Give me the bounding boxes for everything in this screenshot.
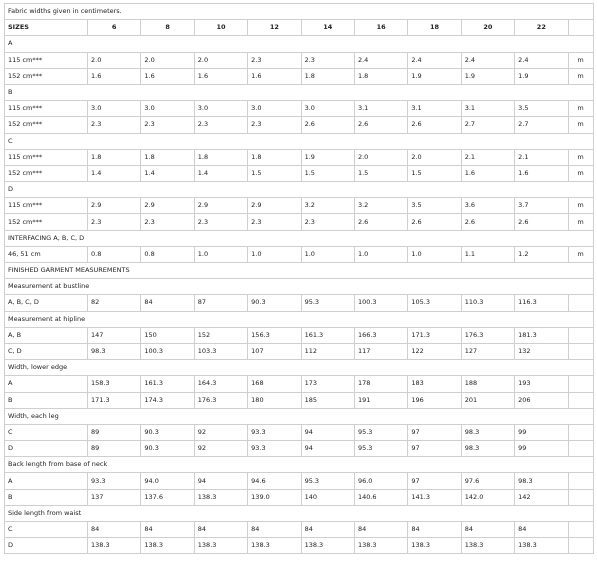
- value-cell: 1.4: [194, 165, 247, 181]
- value-cell: 2.3: [141, 117, 194, 133]
- size-header-cell: 14: [301, 20, 354, 36]
- value-cell: 97: [408, 441, 461, 457]
- value-cell: 1.8: [194, 149, 247, 165]
- value-cell: 3.5: [515, 101, 568, 117]
- value-cell: 196: [408, 392, 461, 408]
- unit-cell: m: [568, 214, 593, 230]
- value-cell: 161.3: [301, 327, 354, 343]
- value-cell: 2.4: [354, 52, 407, 68]
- table-row: [5, 441, 594, 457]
- value-cell: 150: [141, 327, 194, 343]
- value-cell: 2.6: [461, 214, 514, 230]
- row-label: 152 cm***: [5, 214, 88, 230]
- table-row: [5, 165, 594, 181]
- value-cell: 0.8: [88, 246, 141, 262]
- value-cell: 142: [515, 489, 568, 505]
- value-cell: 1.0: [354, 246, 407, 262]
- value-cell: 137: [88, 489, 141, 505]
- value-cell: 3.2: [354, 198, 407, 214]
- value-cell: 2.6: [408, 214, 461, 230]
- value-cell: 2.0: [194, 52, 247, 68]
- unit-cell: [568, 392, 593, 408]
- table-row: [5, 101, 594, 117]
- value-cell: 156.3: [248, 327, 301, 343]
- value-cell: 138.3: [354, 538, 407, 554]
- row-label: B: [5, 489, 88, 505]
- row-label: 46, 51 cm: [5, 246, 88, 262]
- table-row: [5, 246, 594, 262]
- value-cell: 84: [461, 522, 514, 538]
- value-cell: 139.0: [248, 489, 301, 505]
- unit-cell: m: [568, 246, 593, 262]
- value-cell: 171.3: [88, 392, 141, 408]
- value-cell: 84: [141, 522, 194, 538]
- value-cell: 3.0: [88, 101, 141, 117]
- value-cell: 3.0: [248, 101, 301, 117]
- table-row: [5, 522, 594, 538]
- section-row: [5, 263, 594, 279]
- value-cell: 2.9: [141, 198, 194, 214]
- section-label: Back length from base of neck: [5, 457, 594, 473]
- header-row: [5, 20, 594, 36]
- value-cell: 138.3: [194, 538, 247, 554]
- size-header-cell: 22: [515, 20, 568, 36]
- value-cell: 94: [194, 473, 247, 489]
- value-cell: 3.0: [194, 101, 247, 117]
- unit-cell: m: [568, 117, 593, 133]
- value-cell: 2.3: [194, 214, 247, 230]
- value-cell: 110.3: [461, 295, 514, 311]
- table-row: [5, 343, 594, 359]
- value-cell: 98.3: [88, 343, 141, 359]
- value-cell: 138.3: [141, 538, 194, 554]
- unit-header-cell: [568, 20, 593, 36]
- value-cell: 107: [248, 343, 301, 359]
- value-cell: 93.3: [248, 424, 301, 440]
- value-cell: 3.2: [301, 198, 354, 214]
- value-cell: 2.9: [194, 198, 247, 214]
- value-cell: 142.0: [461, 489, 514, 505]
- value-cell: 173: [301, 376, 354, 392]
- value-cell: 1.6: [194, 68, 247, 84]
- section-label: D: [5, 182, 594, 198]
- section-row: [5, 311, 594, 327]
- value-cell: 1.5: [408, 165, 461, 181]
- table-row: [5, 327, 594, 343]
- row-label: A: [5, 473, 88, 489]
- sizes-header: SIZES: [5, 20, 88, 36]
- value-cell: 140.6: [354, 489, 407, 505]
- value-cell: 138.3: [515, 538, 568, 554]
- value-cell: 2.3: [248, 117, 301, 133]
- value-cell: 100.3: [354, 295, 407, 311]
- unit-cell: [568, 295, 593, 311]
- value-cell: 84: [141, 295, 194, 311]
- value-cell: 84: [88, 522, 141, 538]
- value-cell: 1.9: [408, 68, 461, 84]
- row-label: C: [5, 522, 88, 538]
- value-cell: 138.3: [461, 538, 514, 554]
- value-cell: 1.0: [301, 246, 354, 262]
- value-cell: 97: [408, 473, 461, 489]
- value-cell: 2.1: [515, 149, 568, 165]
- value-cell: 93.3: [88, 473, 141, 489]
- section-row: [5, 279, 594, 295]
- section-label: Measurement at bustline: [5, 279, 594, 295]
- value-cell: 201: [461, 392, 514, 408]
- value-cell: 1.0: [194, 246, 247, 262]
- table-body: [5, 4, 594, 554]
- value-cell: 141.3: [408, 489, 461, 505]
- value-cell: 2.1: [461, 149, 514, 165]
- unit-cell: [568, 441, 593, 457]
- value-cell: 206: [515, 392, 568, 408]
- value-cell: 2.6: [515, 214, 568, 230]
- fabric-width-note: Fabric widths given in centimeters.: [5, 4, 594, 20]
- unit-cell: m: [568, 198, 593, 214]
- size-header-cell: 18: [408, 20, 461, 36]
- value-cell: 2.0: [354, 149, 407, 165]
- value-cell: 1.5: [301, 165, 354, 181]
- row-label: A: [5, 376, 88, 392]
- value-cell: 178: [354, 376, 407, 392]
- value-cell: 82: [88, 295, 141, 311]
- value-cell: 1.1: [461, 246, 514, 262]
- value-cell: 2.4: [515, 52, 568, 68]
- value-cell: 97: [408, 424, 461, 440]
- value-cell: 1.4: [141, 165, 194, 181]
- row-label: 152 cm***: [5, 68, 88, 84]
- value-cell: 94: [301, 424, 354, 440]
- value-cell: 2.4: [461, 52, 514, 68]
- section-label: Width, each leg: [5, 408, 594, 424]
- value-cell: 95.3: [301, 295, 354, 311]
- value-cell: 122: [408, 343, 461, 359]
- value-cell: 1.8: [301, 68, 354, 84]
- value-cell: 84: [194, 522, 247, 538]
- table-row: [5, 392, 594, 408]
- value-cell: 2.3: [248, 52, 301, 68]
- value-cell: 2.3: [301, 214, 354, 230]
- row-label: D: [5, 441, 88, 457]
- table-row: [5, 538, 594, 554]
- value-cell: 174.3: [141, 392, 194, 408]
- value-cell: 94.0: [141, 473, 194, 489]
- section-row: [5, 84, 594, 100]
- row-label: A, B: [5, 327, 88, 343]
- unit-cell: m: [568, 149, 593, 165]
- value-cell: 181.3: [515, 327, 568, 343]
- value-cell: 95.3: [354, 424, 407, 440]
- value-cell: 117: [354, 343, 407, 359]
- value-cell: 1.9: [515, 68, 568, 84]
- value-cell: 176.3: [461, 327, 514, 343]
- value-cell: 1.8: [141, 149, 194, 165]
- value-cell: 93.3: [248, 441, 301, 457]
- value-cell: 112: [301, 343, 354, 359]
- value-cell: 1.9: [461, 68, 514, 84]
- section-row: [5, 230, 594, 246]
- value-cell: 152: [194, 327, 247, 343]
- size-header-cell: 16: [354, 20, 407, 36]
- unit-cell: [568, 538, 593, 554]
- row-label: C, D: [5, 343, 88, 359]
- value-cell: 84: [301, 522, 354, 538]
- section-row: [5, 133, 594, 149]
- value-cell: 138.3: [88, 538, 141, 554]
- value-cell: 1.0: [408, 246, 461, 262]
- row-label: C: [5, 424, 88, 440]
- value-cell: 84: [408, 522, 461, 538]
- row-label: 115 cm***: [5, 101, 88, 117]
- value-cell: 2.9: [88, 198, 141, 214]
- section-label: FINISHED GARMENT MEASUREMENTS: [5, 263, 594, 279]
- value-cell: 2.3: [194, 117, 247, 133]
- value-cell: 1.5: [248, 165, 301, 181]
- value-cell: 95.3: [354, 441, 407, 457]
- value-cell: 180: [248, 392, 301, 408]
- value-cell: 176.3: [194, 392, 247, 408]
- table-row: [5, 198, 594, 214]
- unit-cell: [568, 343, 593, 359]
- value-cell: 1.6: [248, 68, 301, 84]
- value-cell: 2.7: [515, 117, 568, 133]
- value-cell: 2.6: [301, 117, 354, 133]
- table-row: [5, 117, 594, 133]
- value-cell: 2.0: [141, 52, 194, 68]
- value-cell: 84: [354, 522, 407, 538]
- table-row: [5, 149, 594, 165]
- value-cell: 132: [515, 343, 568, 359]
- value-cell: 1.8: [248, 149, 301, 165]
- size-header-cell: 20: [461, 20, 514, 36]
- table-row: [5, 52, 594, 68]
- value-cell: 164.3: [194, 376, 247, 392]
- value-cell: 94: [301, 441, 354, 457]
- section-label: B: [5, 84, 594, 100]
- value-cell: 166.3: [354, 327, 407, 343]
- value-cell: 138.3: [408, 538, 461, 554]
- value-cell: 94.6: [248, 473, 301, 489]
- value-cell: 2.6: [354, 214, 407, 230]
- section-label: Side length from waist: [5, 505, 594, 521]
- value-cell: 3.1: [408, 101, 461, 117]
- section-label: INTERFACING A, B, C, D: [5, 230, 594, 246]
- value-cell: 2.3: [248, 214, 301, 230]
- value-cell: 90.3: [141, 441, 194, 457]
- value-cell: 97.6: [461, 473, 514, 489]
- table-row: [5, 68, 594, 84]
- value-cell: 3.1: [354, 101, 407, 117]
- value-cell: 98.3: [461, 424, 514, 440]
- value-cell: 147: [88, 327, 141, 343]
- row-label: A, B, C, D: [5, 295, 88, 311]
- value-cell: 3.0: [141, 101, 194, 117]
- value-cell: 1.8: [354, 68, 407, 84]
- value-cell: 3.7: [515, 198, 568, 214]
- value-cell: 171.3: [408, 327, 461, 343]
- unit-cell: [568, 489, 593, 505]
- value-cell: 127: [461, 343, 514, 359]
- row-label: 152 cm***: [5, 165, 88, 181]
- value-cell: 1.2: [515, 246, 568, 262]
- section-row: [5, 457, 594, 473]
- value-cell: 1.0: [248, 246, 301, 262]
- yardage-chart: [4, 3, 597, 554]
- table-row: [5, 489, 594, 505]
- value-cell: 2.3: [88, 117, 141, 133]
- section-row: [5, 408, 594, 424]
- value-cell: 87: [194, 295, 247, 311]
- value-cell: 137.6: [141, 489, 194, 505]
- row-label: D: [5, 538, 88, 554]
- unit-cell: [568, 376, 593, 392]
- value-cell: 1.6: [515, 165, 568, 181]
- value-cell: 100.3: [141, 343, 194, 359]
- size-header-cell: 8: [141, 20, 194, 36]
- value-cell: 1.4: [88, 165, 141, 181]
- unit-cell: m: [568, 101, 593, 117]
- value-cell: 140: [301, 489, 354, 505]
- row-label: B: [5, 392, 88, 408]
- value-cell: 2.3: [88, 214, 141, 230]
- value-cell: 1.8: [88, 149, 141, 165]
- table-row: [5, 295, 594, 311]
- row-label: 115 cm***: [5, 198, 88, 214]
- value-cell: 2.9: [248, 198, 301, 214]
- value-cell: 188: [461, 376, 514, 392]
- size-table: [4, 3, 594, 554]
- value-cell: 138.3: [194, 489, 247, 505]
- value-cell: 2.3: [141, 214, 194, 230]
- value-cell: 99: [515, 424, 568, 440]
- section-row: [5, 182, 594, 198]
- value-cell: 1.5: [354, 165, 407, 181]
- section-label: Measurement at hipline: [5, 311, 594, 327]
- section-label: A: [5, 36, 594, 52]
- size-header-cell: 6: [88, 20, 141, 36]
- value-cell: 3.0: [301, 101, 354, 117]
- value-cell: 138.3: [301, 538, 354, 554]
- section-label: Width, lower edge: [5, 360, 594, 376]
- value-cell: 105.3: [408, 295, 461, 311]
- value-cell: 3.6: [461, 198, 514, 214]
- value-cell: 183: [408, 376, 461, 392]
- row-label: 115 cm***: [5, 52, 88, 68]
- value-cell: 2.0: [88, 52, 141, 68]
- note-row: [5, 4, 594, 20]
- value-cell: 1.6: [88, 68, 141, 84]
- value-cell: 2.4: [408, 52, 461, 68]
- value-cell: 90.3: [141, 424, 194, 440]
- value-cell: 2.6: [408, 117, 461, 133]
- value-cell: 1.6: [461, 165, 514, 181]
- value-cell: 3.1: [461, 101, 514, 117]
- value-cell: 84: [515, 522, 568, 538]
- table-row: [5, 376, 594, 392]
- table-row: [5, 214, 594, 230]
- value-cell: 98.3: [461, 441, 514, 457]
- value-cell: 2.6: [354, 117, 407, 133]
- unit-cell: [568, 473, 593, 489]
- unit-cell: [568, 522, 593, 538]
- value-cell: 89: [88, 424, 141, 440]
- value-cell: 3.5: [408, 198, 461, 214]
- value-cell: 1.9: [301, 149, 354, 165]
- value-cell: 2.7: [461, 117, 514, 133]
- value-cell: 95.3: [301, 473, 354, 489]
- value-cell: 158.3: [88, 376, 141, 392]
- unit-cell: [568, 327, 593, 343]
- value-cell: 2.3: [301, 52, 354, 68]
- section-row: [5, 505, 594, 521]
- unit-cell: [568, 424, 593, 440]
- value-cell: 99: [515, 441, 568, 457]
- unit-cell: m: [568, 165, 593, 181]
- value-cell: 1.6: [141, 68, 194, 84]
- row-label: 152 cm***: [5, 117, 88, 133]
- unit-cell: m: [568, 68, 593, 84]
- value-cell: 191: [354, 392, 407, 408]
- value-cell: 168: [248, 376, 301, 392]
- value-cell: 161.3: [141, 376, 194, 392]
- size-header-cell: 10: [194, 20, 247, 36]
- value-cell: 103.3: [194, 343, 247, 359]
- size-header-cell: 12: [248, 20, 301, 36]
- value-cell: 193: [515, 376, 568, 392]
- value-cell: 96.0: [354, 473, 407, 489]
- value-cell: 84: [248, 522, 301, 538]
- value-cell: 138.3: [248, 538, 301, 554]
- section-row: [5, 36, 594, 52]
- value-cell: 0.8: [141, 246, 194, 262]
- section-label: C: [5, 133, 594, 149]
- value-cell: 89: [88, 441, 141, 457]
- row-label: 115 cm***: [5, 149, 88, 165]
- unit-cell: m: [568, 52, 593, 68]
- table-row: [5, 473, 594, 489]
- table-row: [5, 424, 594, 440]
- section-row: [5, 360, 594, 376]
- value-cell: 92: [194, 441, 247, 457]
- value-cell: 185: [301, 392, 354, 408]
- value-cell: 116.3: [515, 295, 568, 311]
- value-cell: 98.3: [515, 473, 568, 489]
- value-cell: 90.3: [248, 295, 301, 311]
- value-cell: 2.0: [408, 149, 461, 165]
- value-cell: 92: [194, 424, 247, 440]
